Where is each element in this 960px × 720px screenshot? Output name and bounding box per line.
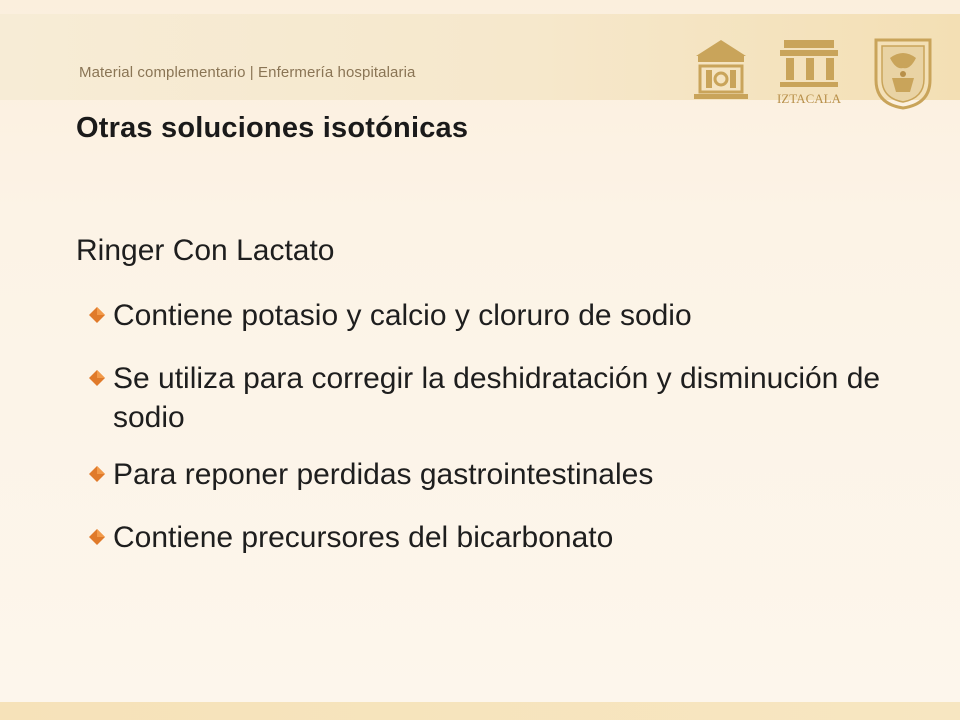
header-band [0, 14, 960, 106]
logo-group [688, 34, 938, 110]
header-caption: Material complementario | Enfermería hospitalaria [79, 64, 416, 81]
bullet-text: Se utiliza para corregir la deshidratación y disminución de sodio [113, 362, 881, 434]
bullet-text: Contiene precursores del bicarbonato [113, 521, 614, 554]
bullet-text: Para reponer perdidas gastrointestinales [113, 458, 654, 491]
iztacala-logo-icon [772, 36, 848, 108]
orange-diamond-icon [88, 369, 106, 387]
unam-seal-icon [870, 34, 936, 110]
orange-diamond-icon [88, 528, 106, 546]
bullet-item [88, 518, 888, 557]
slide-title: Otras soluciones isotónicas [76, 112, 469, 144]
orange-diamond-icon [88, 306, 106, 324]
footer-band [0, 702, 960, 720]
bullet-text: Contiene potasio y calcio y cloruro de sodio [113, 299, 692, 332]
bullet-list [88, 296, 888, 581]
bullet-item [88, 296, 888, 335]
temple-crest-icon [688, 36, 754, 102]
orange-diamond-icon [88, 465, 106, 483]
bullet-item [88, 455, 888, 494]
bullet-item [88, 359, 888, 437]
iztacala-label: IZTACALA [777, 91, 841, 106]
slide-subtitle: Ringer Con Lactato [76, 234, 335, 267]
